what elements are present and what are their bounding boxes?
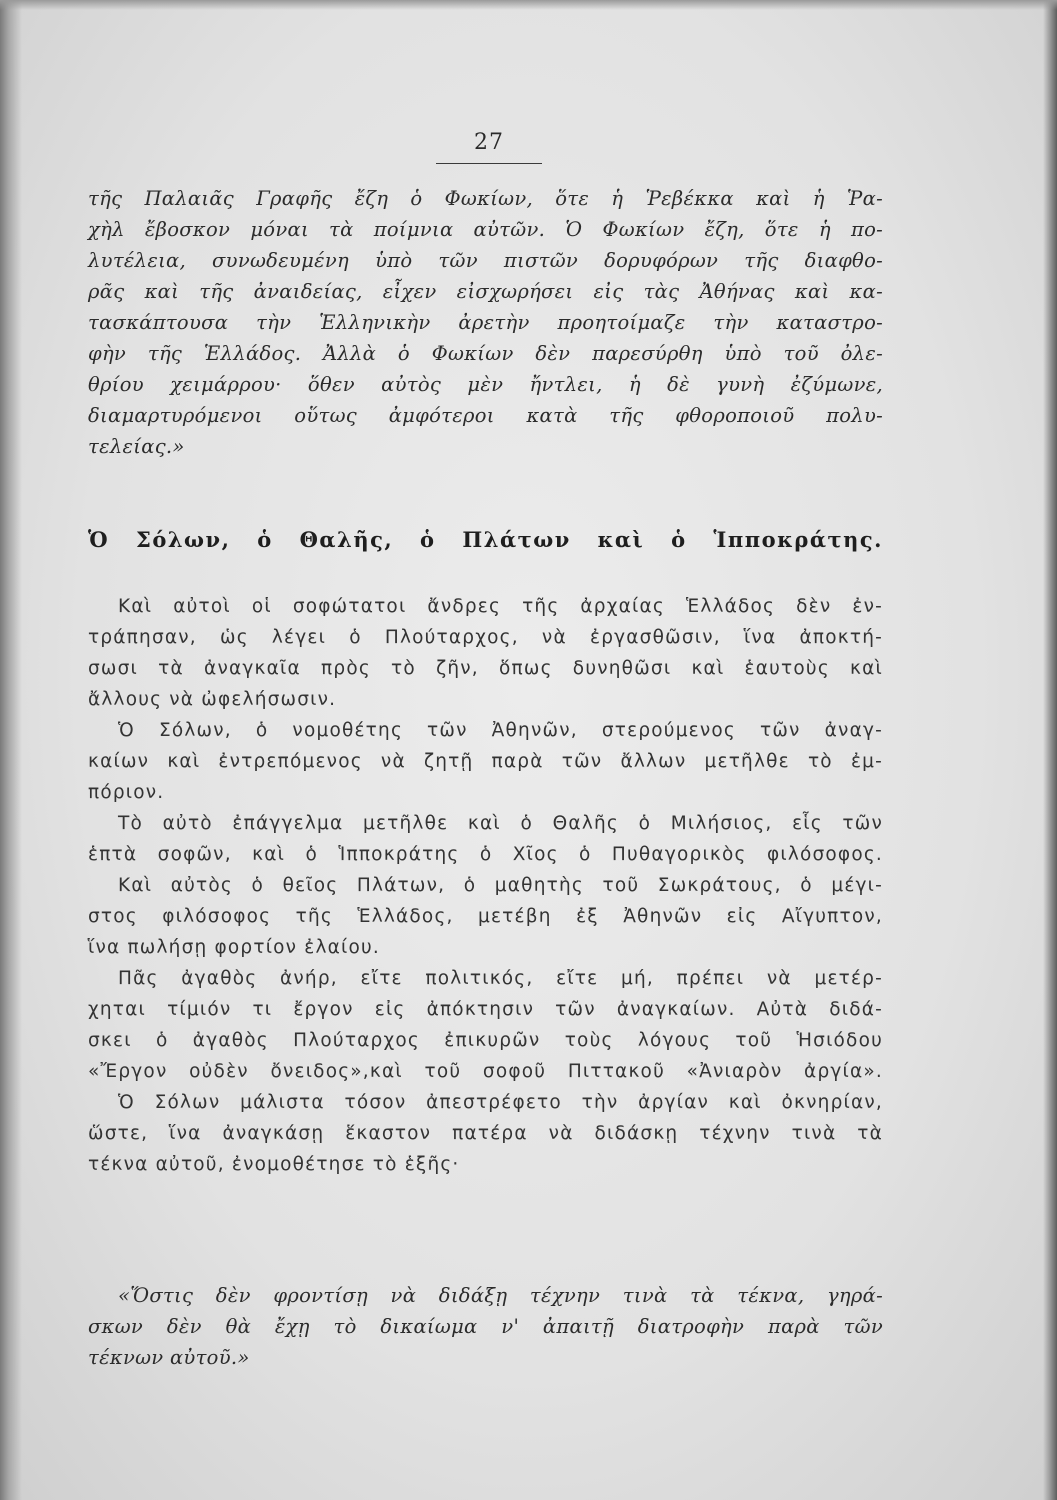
text-line: Ὁ Σόλων, ὁ νομοθέτης τῶν Ἀθηνῶν, στερούμενος τῶν ἀναγ-	[118, 720, 883, 741]
text-line: Καὶ αὐτοὶ οἱ σοφώτατοι ἄνδρες τῆς ἀρχαίας Ἑλλάδος δὲν ἐν-	[118, 596, 883, 617]
text-line: πόριον.	[88, 782, 165, 803]
text-line: τελείας.»	[88, 435, 185, 458]
text-line: σκει ὁ ἀγαθὸς Πλούταρχος ἐπικυρῶν τοὺς λόγους τοῦ Ἡσιόδου	[88, 1030, 883, 1051]
text-line: χὴλ ἔβοσκον μόναι τὰ ποίμνια αὐτῶν. Ὁ Φωκίων ἔζη, ὅτε ἡ πο-	[88, 218, 883, 241]
text-line: ἄλλους νὰ ὠφελήσωσιν.	[88, 689, 337, 710]
text-line: χηται τίμιόν τι ἔργον εἰς ἀπόκτησιν τῶν ἀναγκαίων. Αὐτὰ διδά-	[88, 999, 883, 1020]
page-right-shadow	[1043, 0, 1057, 1500]
text-line: τῆς Παλαιᾶς Γραφῆς ἔζη ὁ Φωκίων, ὅτε ἡ Ῥεβέκκα καὶ ἡ Ῥα-	[88, 187, 883, 210]
section-heading: Ὁ Σόλων, ὁ Θαλῆς, ὁ Πλάτων καὶ ὁ Ἱπποκράτης.	[88, 527, 883, 552]
text-line: σκων δὲν θὰ ἔχῃ τὸ δικαίωμα ν' ἀπαιτῇ διατροφὴν παρὰ τῶν	[88, 1315, 883, 1338]
text-line: τασκάπτουσα τὴν Ἑλληνικὴν ἀρετὴν προητοίμαζε τὴν καταστρο-	[88, 311, 883, 334]
text-line: ἵνα πωλήσῃ φορτίον ἐλαίου.	[88, 937, 381, 958]
text-line: καίων καὶ ἐντρεπόμενος νὰ ζητῇ παρὰ τῶν ἄλλων μετῆλθε τὸ ἐμ-	[88, 751, 883, 772]
text-line: στος φιλόσοφος τῆς Ἑλλάδος, μετέβη ἐξ Ἀθηνῶν εἰς Αἴγυπτον,	[88, 906, 883, 927]
text-line: «Ὅστις δὲν φροντίσῃ νὰ διδάξῃ τέχνην τινὰ τὰ τέκνα, γηρά-	[118, 1284, 883, 1307]
page-number: 27	[474, 130, 504, 155]
text-line: θρίου χειμάρρου· ὅθεν αὐτὸς μὲν ἤντλει, ἡ δὲ γυνὴ ἐζύμωνε,	[88, 373, 883, 396]
page-number-rule	[436, 163, 542, 164]
text-line: λυτέλεια, συνωδευμένη ὑπὸ τῶν πιστῶν δορυφόρων τῆς διαφθο-	[88, 249, 883, 272]
text-line: σωσι τὰ ἀναγκαῖα πρὸς τὸ ζῆν, ὅπως δυνηθῶσι καὶ ἑαυτοὺς καὶ	[88, 658, 883, 679]
text-line: τράπησαν, ὡς λέγει ὁ Πλούταρχος, νὰ ἐργασθῶσιν, ἵνα ἀποκτή-	[88, 627, 883, 648]
top-paragraph	[88, 183, 883, 462]
text-line: τέκνων αὐτοῦ.»	[88, 1346, 250, 1369]
body-text	[88, 591, 883, 1180]
text-line: ὥστε, ἵνα ἀναγκάσῃ ἕκαστον πατέρα νὰ διδάσκῃ τέχνην τινὰ τὰ	[88, 1123, 883, 1144]
text-line: Ὁ Σόλων μάλιστα τόσον ἀπεστρέφετο τὴν ἀργίαν καὶ ὀκνηρίαν,	[118, 1092, 883, 1113]
quoted-law	[88, 1280, 883, 1373]
page-left-shadow	[0, 0, 22, 1500]
text-line: Πᾶς ἀγαθὸς ἀνήρ, εἴτε πολιτικός, εἴτε μή, πρέπει νὰ μετέρ-	[118, 968, 883, 989]
text-line: «Ἔργον οὐδὲν ὄνειδος»,καὶ τοῦ σοφοῦ Πιττακοῦ «Ἀνιαρὸν ἀργία».	[88, 1061, 883, 1082]
text-line: Καὶ αὐτὸς ὁ θεῖος Πλάτων, ὁ μαθητὴς τοῦ Σωκράτους, ὁ μέγι-	[118, 875, 883, 896]
text-line: Τὸ αὐτὸ ἐπάγγελμα μετῆλθε καὶ ὁ Θαλῆς ὁ Μιλήσιος, εἷς τῶν	[118, 813, 883, 834]
page-top-shadow	[0, 0, 1057, 10]
text-line: διαμαρτυρόμενοι οὕτως ἀμφότεροι κατὰ τῆς φθοροποιοῦ πολυ-	[88, 404, 883, 427]
text-line: ρᾶς καὶ τῆς ἀναιδείας, εἶχεν εἰσχωρήσει εἰς τὰς Ἀθήνας καὶ κα-	[88, 280, 883, 303]
text-line: ἑπτὰ σοφῶν, καὶ ὁ Ἱπποκράτης ὁ Χῖος ὁ Πυθαγορικὸς φιλόσοφος.	[88, 844, 883, 865]
text-line: φὴν τῆς Ἑλλάδος. Ἀλλὰ ὁ Φωκίων δὲν παρεσύρθη ὑπὸ τοῦ ὀλε-	[88, 342, 883, 365]
text-line: τέκνα αὐτοῦ, ἐνομοθέτησε τὸ ἑξῆς·	[88, 1154, 460, 1175]
